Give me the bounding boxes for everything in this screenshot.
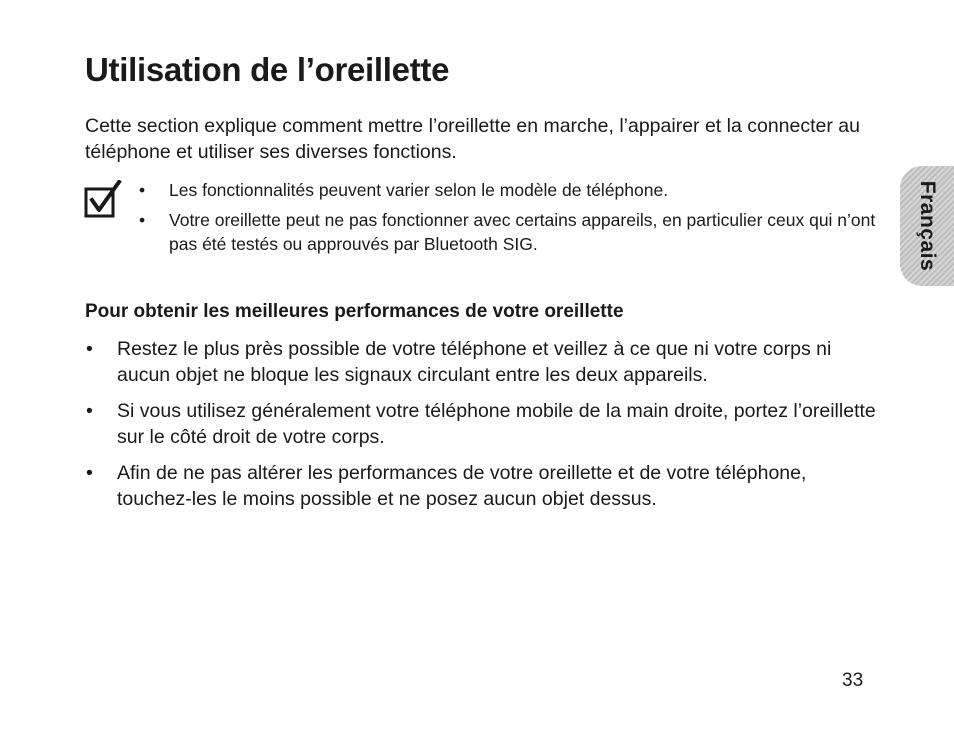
checkbox-check-icon bbox=[84, 180, 122, 218]
language-tab-label: Français bbox=[916, 180, 939, 272]
tip-item: • Afin de ne pas altérer les performances de votre oreillette et de votre téléphone, touchez-les le moins possible et ne posez aucun objet dessus. bbox=[85, 460, 885, 512]
tip-item: • Restez le plus près possible de votre téléphone et veillez à ce que ni votre corps ni aucun objet ne bloque les signaux circulant entre les deux appareils. bbox=[85, 336, 885, 388]
page-title: Utilisation de l’oreillette bbox=[85, 51, 450, 88]
note-list bbox=[137, 178, 877, 262]
page-number: 33 bbox=[842, 670, 864, 691]
tips-list bbox=[85, 336, 885, 522]
note-item: • Votre oreillette peut ne pas fonctionner avec certains appareils, en particulier ceux qui n’ont pas été testés ou approuvés par Bluetooth SIG. bbox=[137, 208, 877, 256]
tip-item: • Si vous utilisez généralement votre téléphone mobile de la main droite, portez l’oreillette sur le côté droit de votre corps. bbox=[85, 398, 885, 450]
note-item: • Les fonctionnalités peuvent varier selon le modèle de téléphone. bbox=[137, 178, 877, 202]
intro-paragraph: Cette section explique comment mettre l’oreillette en marche, l’appairer et la connecter au téléphone et utiliser ses diverses fonctions. bbox=[85, 115, 860, 163]
language-tab bbox=[900, 166, 954, 286]
section-heading: Pour obtenir les meilleures performances de votre oreillette bbox=[85, 301, 624, 322]
